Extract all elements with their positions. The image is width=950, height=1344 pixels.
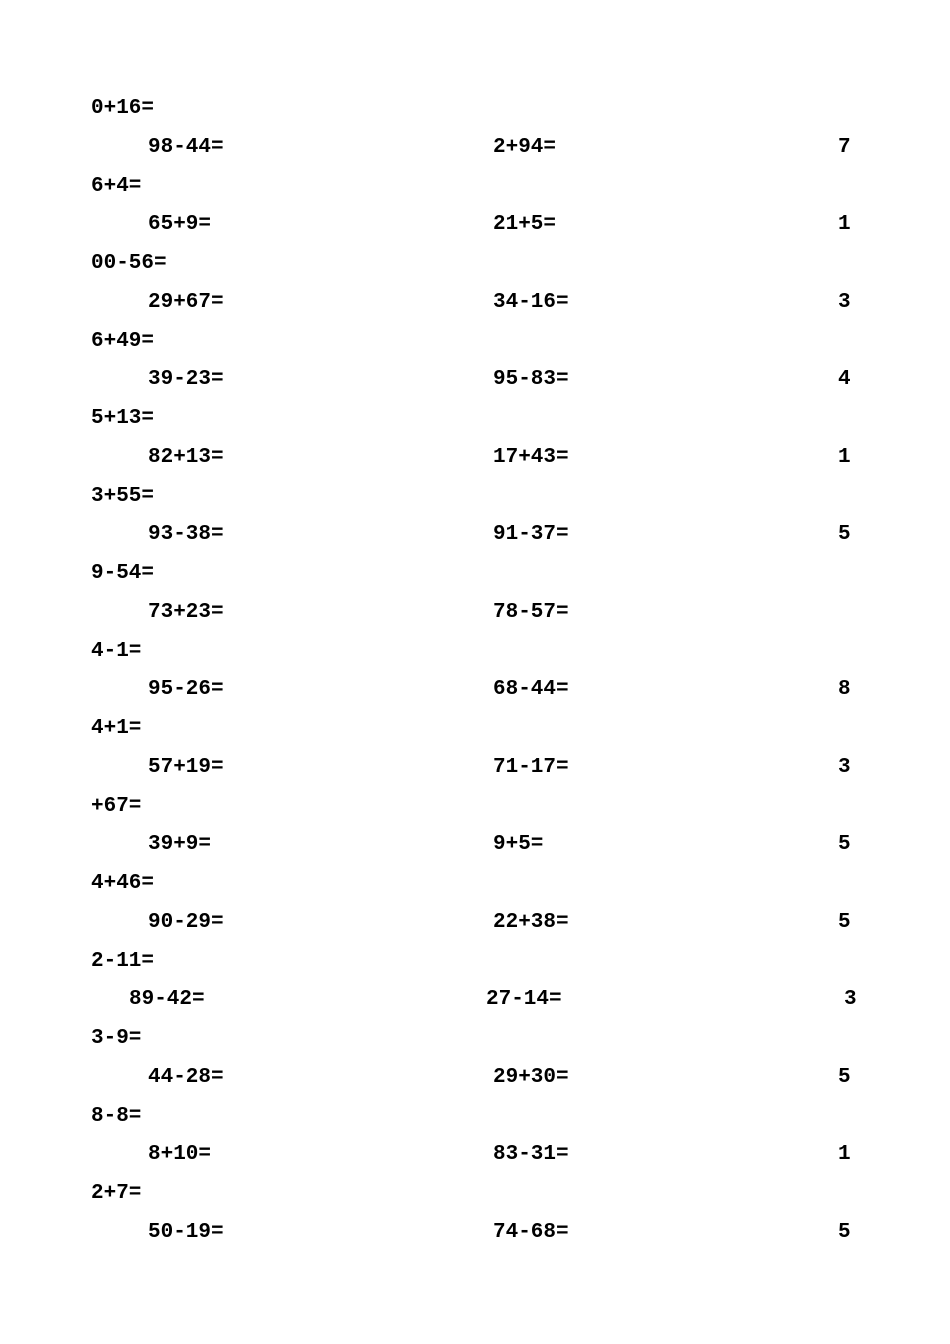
- problem-column-2: 74-68=: [493, 1220, 569, 1244]
- problem-column-3-fragment: 5: [838, 1065, 851, 1089]
- wrapped-problem-line: [0, 716, 950, 742]
- problem-column-3-fragment: 5: [838, 523, 851, 547]
- problem-column-1: 82+13=: [148, 445, 224, 469]
- problem-row: [0, 1065, 950, 1091]
- problem-column-1: 93-38=: [148, 523, 224, 547]
- wrapped-problem-line: [0, 329, 950, 355]
- wrapped-problem-line: [0, 96, 950, 122]
- problem-row: [0, 600, 950, 626]
- problem-column-1: 98-44=: [148, 135, 224, 159]
- problem-column-3-fragment: 4: [838, 368, 851, 392]
- problem-column-1: 44-28=: [148, 1065, 224, 1089]
- wrapped-problem-line: [0, 949, 950, 975]
- problem-column-2: 9+5=: [493, 833, 544, 857]
- problem-fragment: 6+49=: [91, 329, 155, 353]
- problem-column-1: 89-42=: [129, 988, 205, 1012]
- problem-fragment: 4-1=: [91, 639, 142, 663]
- problem-row: [0, 135, 950, 161]
- wrapped-problem-line: [0, 406, 950, 432]
- problem-row: [0, 677, 950, 703]
- wrapped-problem-line: [0, 1181, 950, 1207]
- problem-row: [0, 445, 950, 471]
- problem-fragment: 3-9=: [91, 1027, 142, 1050]
- wrapped-problem-line: [0, 251, 950, 277]
- problem-column-2: 21+5=: [493, 213, 557, 237]
- problem-row: [0, 910, 950, 936]
- problem-column-3-fragment: 8: [838, 678, 851, 702]
- wrapped-problem-line: [0, 871, 950, 897]
- wrapped-problem-line: [0, 174, 950, 200]
- wrapped-problem-line: [0, 639, 950, 665]
- problem-column-2: 34-16=: [493, 290, 569, 314]
- problem-column-3-fragment: 1: [838, 1143, 851, 1167]
- problem-row: [0, 367, 950, 393]
- problem-fragment: 2-11=: [91, 949, 155, 973]
- problem-row: [0, 755, 950, 781]
- problem-column-1: 39+9=: [148, 833, 212, 857]
- problem-column-2: 71-17=: [493, 755, 569, 779]
- problem-column-3-fragment: 5: [838, 833, 851, 857]
- problem-column-1: 8+10=: [148, 1143, 212, 1167]
- problem-column-2: 27-14=: [486, 988, 562, 1012]
- problem-fragment: 4+1=: [91, 717, 142, 740]
- problem-fragment: +67=: [91, 794, 142, 818]
- problem-row: [0, 1220, 950, 1246]
- wrapped-problem-line: [0, 1104, 950, 1130]
- problem-column-1: 95-26=: [148, 678, 224, 702]
- wrapped-problem-line: [0, 561, 950, 587]
- problem-column-3-fragment: 3: [838, 290, 851, 314]
- problem-column-1: 50-19=: [148, 1220, 224, 1244]
- problem-column-2: 2+94=: [493, 135, 557, 159]
- problem-column-2: 22+38=: [493, 910, 569, 934]
- problem-fragment: 5+13=: [91, 407, 155, 430]
- problem-column-2: 17+43=: [493, 445, 569, 469]
- problem-column-2: 95-83=: [493, 368, 569, 392]
- problem-fragment: 6+4=: [91, 174, 142, 198]
- wrapped-problem-line: [0, 794, 950, 820]
- wrapped-problem-line: [0, 1026, 950, 1052]
- problem-fragment: 0+16=: [91, 97, 155, 120]
- problem-fragment: 9-54=: [91, 562, 155, 585]
- problem-column-2: 83-31=: [493, 1143, 569, 1167]
- problem-column-3-fragment: 3: [838, 755, 851, 779]
- problem-column-3-fragment: 1: [838, 445, 851, 469]
- problem-column-1: 57+19=: [148, 755, 224, 779]
- problem-row: [0, 987, 950, 1013]
- problem-column-3-fragment: 3: [844, 988, 857, 1012]
- problem-row: [0, 290, 950, 316]
- problem-column-3-fragment: 5: [838, 1220, 851, 1244]
- problem-column-1: 29+67=: [148, 290, 224, 314]
- problem-fragment: 00-56=: [91, 252, 167, 275]
- problem-column-1: 65+9=: [148, 213, 212, 237]
- problem-column-3-fragment: 5: [838, 910, 851, 934]
- problem-fragment: 8-8=: [91, 1104, 142, 1128]
- problem-row: [0, 522, 950, 548]
- problem-column-2: 91-37=: [493, 523, 569, 547]
- problem-column-1: 90-29=: [148, 910, 224, 934]
- problem-column-2: 78-57=: [493, 600, 569, 624]
- problem-row: [0, 212, 950, 238]
- problem-fragment: 4+46=: [91, 872, 155, 895]
- problem-row: [0, 832, 950, 858]
- problem-column-2: 68-44=: [493, 678, 569, 702]
- problem-fragment: 2+7=: [91, 1182, 142, 1205]
- problem-column-1: 39-23=: [148, 368, 224, 392]
- problem-column-2: 29+30=: [493, 1065, 569, 1089]
- problem-row: [0, 1142, 950, 1168]
- wrapped-problem-line: [0, 484, 950, 510]
- problem-column-1: 73+23=: [148, 600, 224, 624]
- problem-column-3-fragment: 7: [838, 135, 851, 159]
- problem-fragment: 3+55=: [91, 484, 155, 508]
- problem-column-3-fragment: 1: [838, 213, 851, 237]
